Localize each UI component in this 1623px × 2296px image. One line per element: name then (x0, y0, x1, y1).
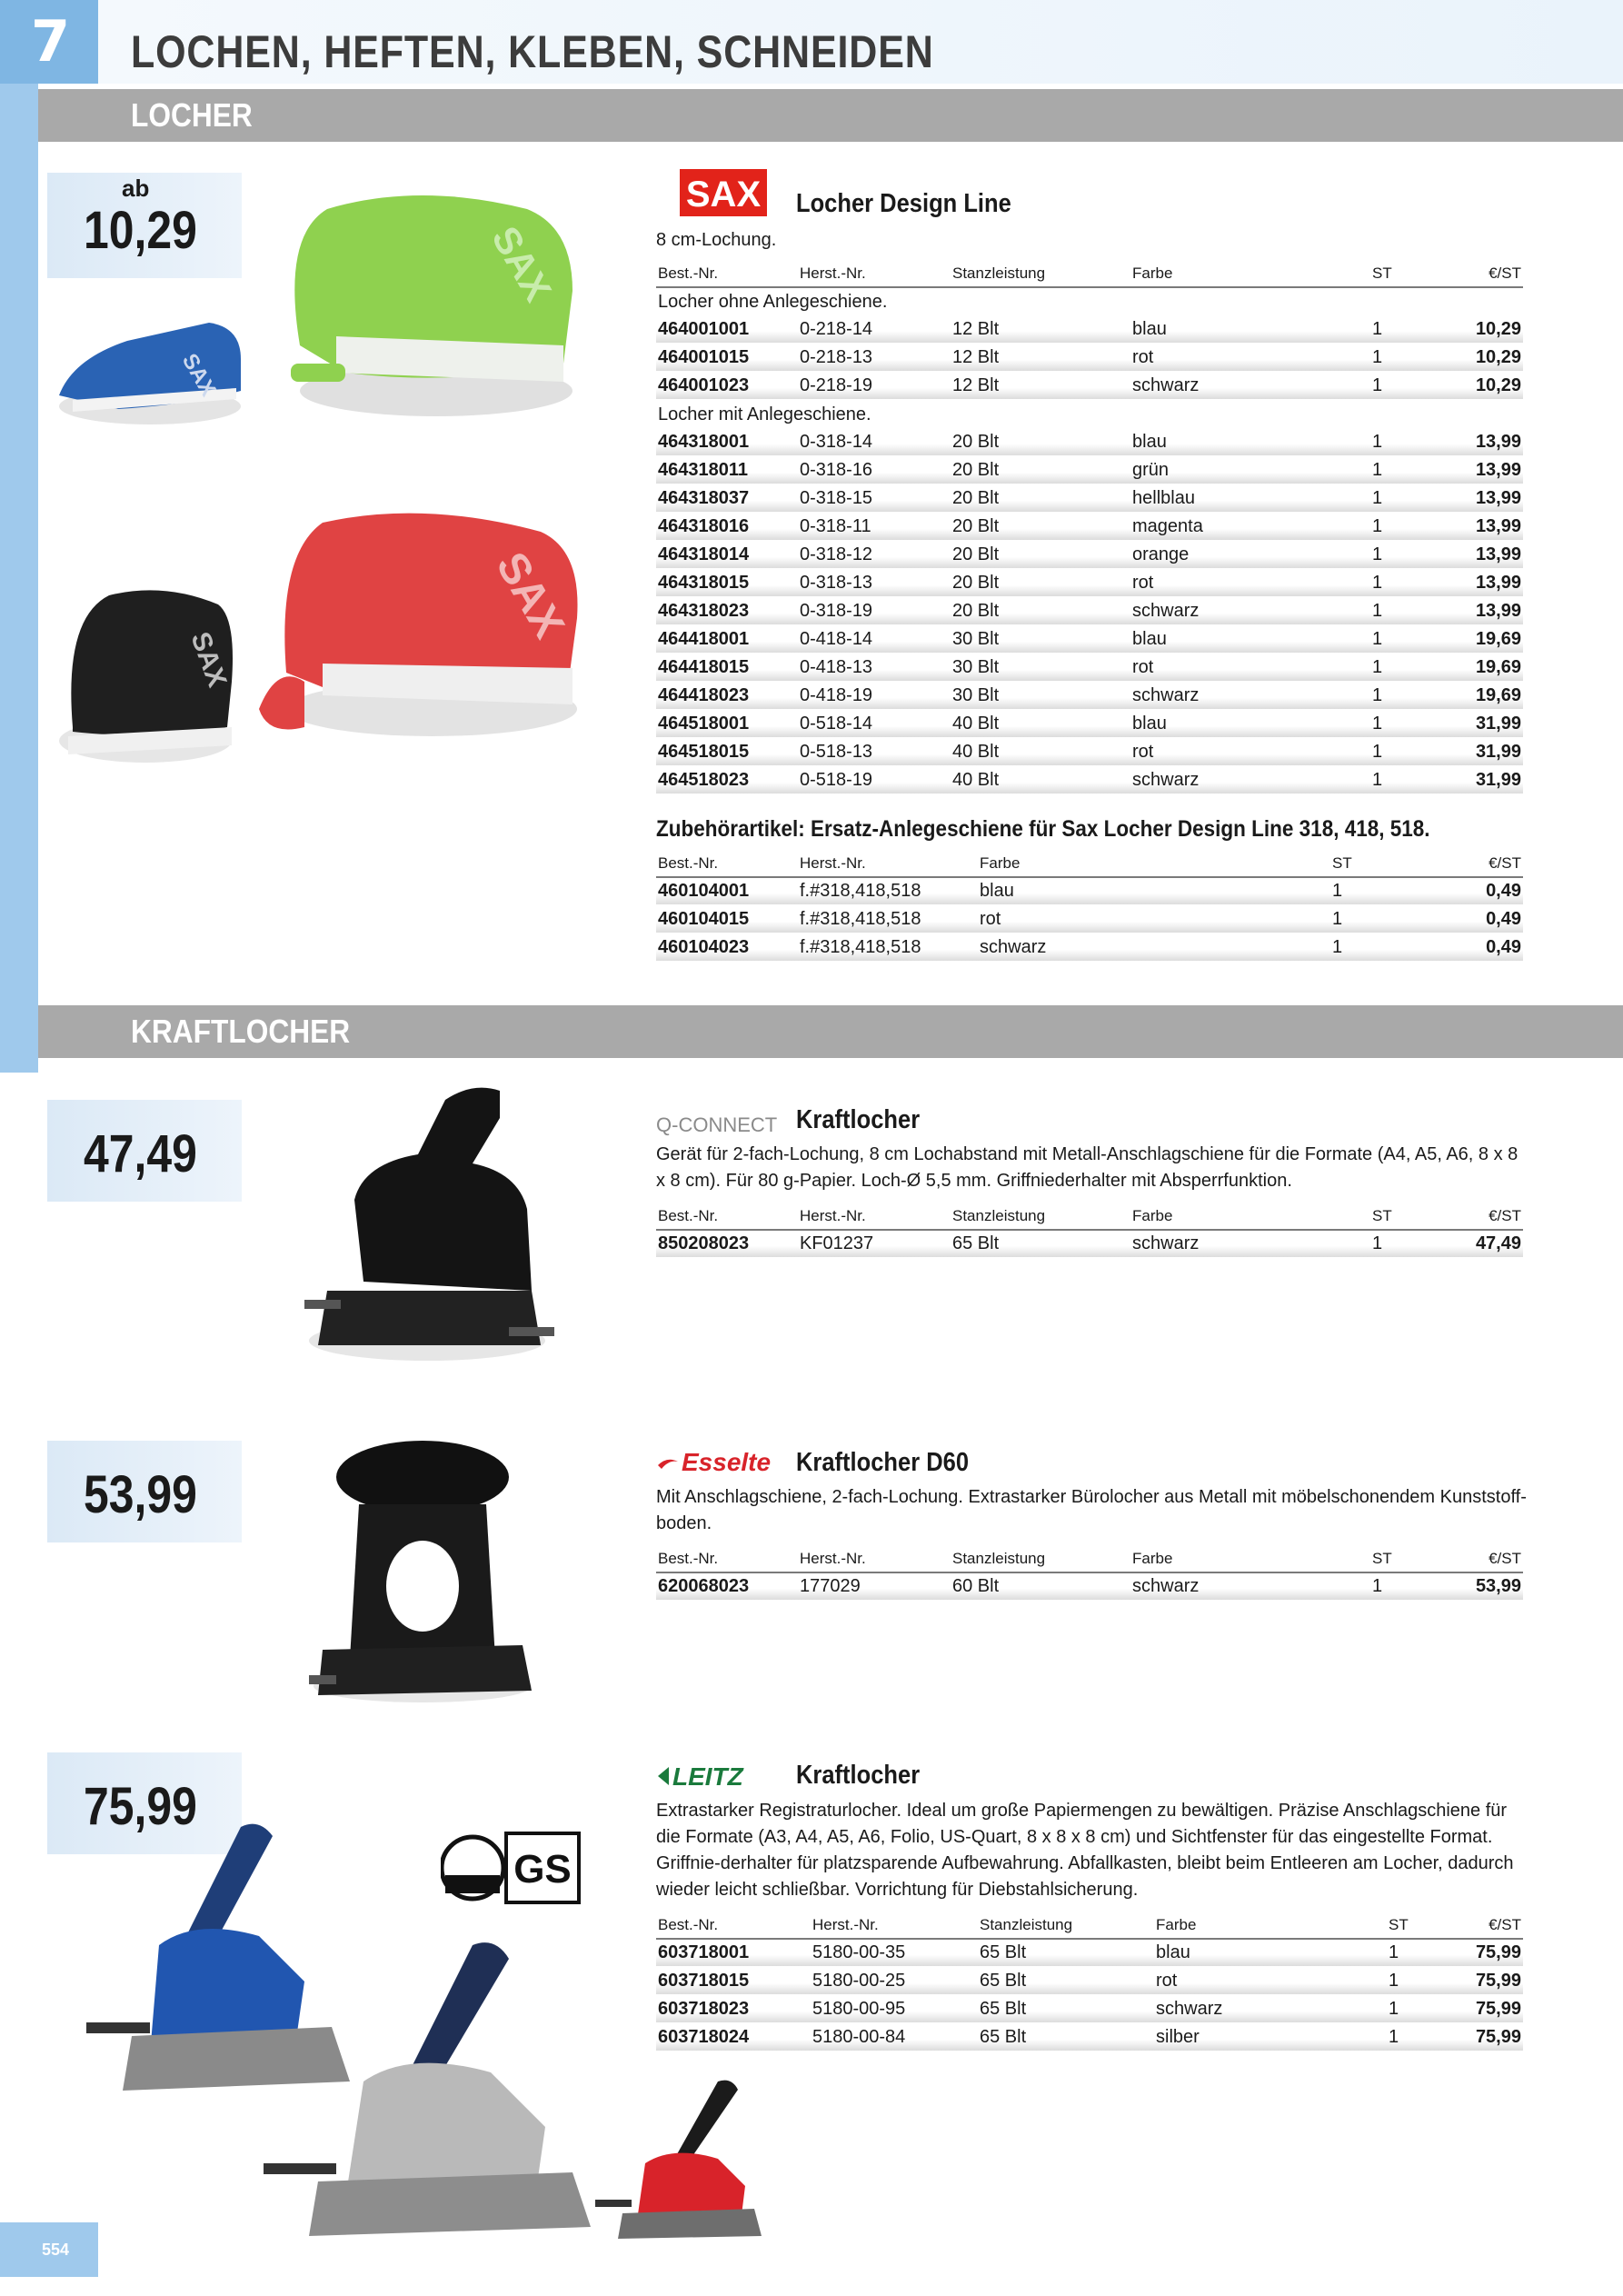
accessory-title: Zubehörartikel: Ersatz-Anlegeschiene für Sax Locher Design Line 318, 418, 518. (656, 816, 1430, 842)
table-cell: rot (978, 905, 1330, 933)
section-header-kraftlocher: KRAFTLOCHER (38, 1005, 1623, 1058)
table-cell: f.#318,418,518 (798, 877, 978, 905)
table-cell: f.#318,418,518 (798, 933, 978, 962)
order-number: 603718001 (656, 1939, 811, 1967)
table-cell: 1 (1330, 933, 1439, 962)
table-cell: 1 (1387, 2023, 1441, 2051)
product-description-qconnect: Gerät für 2-fach-Lochung, 8 cm Lochabstand mit Metall-Anschlagschiene für die Formate (A4, A5, A6, 8 x 8 x 8 cm). Für 80 g-Papier. Loch-Ø 5,5 mm. Griffniederhalter mit Absperrfunktion. (656, 1144, 1518, 1191)
section-header-locher: LOCHER (38, 89, 1623, 142)
table-cell: 1 (1330, 877, 1439, 905)
table-row (656, 1230, 1523, 1258)
svg-text:SAX: SAX (486, 544, 573, 646)
header-farbe: Farbe (1130, 1545, 1370, 1572)
table-cell: schwarz (1154, 1995, 1387, 2023)
table-cell: blau (1130, 710, 1370, 738)
table-cell: 0-318-15 (798, 484, 951, 513)
table-cell: 1 (1370, 456, 1432, 484)
unit-price: 10,29 (1432, 344, 1523, 372)
product-image-sax-blue (55, 304, 245, 432)
table-cell: 5180-00-25 (811, 1967, 978, 1995)
table-cell: schwarz (978, 933, 1330, 962)
table-cell: 1 (1330, 905, 1439, 933)
unit-price: 0,49 (1439, 905, 1523, 933)
table-cell: rot (1130, 738, 1370, 766)
unit-price: 19,69 (1432, 625, 1523, 654)
order-number: 603718024 (656, 2023, 811, 2051)
table-cell: rot (1154, 1967, 1387, 1995)
product-title-sax: Locher Design Line (796, 189, 1011, 218)
order-number: 464318011 (656, 456, 798, 484)
table-cell: KF01237 (798, 1230, 951, 1258)
chapter-sidebar (0, 0, 38, 1073)
table-cell: 0-318-16 (798, 456, 951, 484)
table-cell: 1 (1370, 1230, 1432, 1258)
header-farbe: Farbe (1154, 1912, 1387, 1939)
table-header (656, 1912, 1523, 1939)
table-cell: schwarz (1130, 1572, 1370, 1601)
unit-price: 31,99 (1432, 710, 1523, 738)
unit-price: 75,99 (1441, 1995, 1523, 2023)
header-price: €/ST (1432, 1203, 1523, 1230)
order-number: 464001023 (656, 372, 798, 400)
table-cell: 0-318-11 (798, 513, 951, 541)
svg-text:SAX: SAX (184, 628, 233, 692)
table-cell: 65 Blt (951, 1230, 1130, 1258)
header-best-nr: Best.-Nr. (656, 1203, 798, 1230)
table-cell: 20 Blt (951, 597, 1130, 625)
gs-logo-text: GS (513, 1847, 572, 1892)
table-cell: f.#318,418,518 (798, 905, 978, 933)
table-cell: 0-518-19 (798, 766, 951, 794)
price: 75,99 (84, 1777, 197, 1836)
table-cell: 0-318-19 (798, 597, 951, 625)
order-number: 464318014 (656, 541, 798, 569)
table-cell: schwarz (1130, 597, 1370, 625)
unit-price: 10,29 (1432, 315, 1523, 344)
table-row (656, 513, 1523, 541)
order-number: 464418023 (656, 682, 798, 710)
table-body (656, 287, 1523, 400)
header-st: ST (1370, 1203, 1432, 1230)
table-cell: 20 Blt (951, 428, 1130, 456)
unit-price: 0,49 (1439, 933, 1523, 962)
table-body (656, 1572, 1523, 1601)
table-cell: 0-418-19 (798, 682, 951, 710)
table-cell: 30 Blt (951, 682, 1130, 710)
header-herst-nr: Herst.-Nr. (798, 850, 978, 877)
unit-price: 53,99 (1432, 1572, 1523, 1601)
table-cell: 1 (1370, 625, 1432, 654)
unit-price: 75,99 (1441, 1967, 1523, 1995)
order-number: 464318023 (656, 597, 798, 625)
table-cell: 1 (1387, 1939, 1441, 1967)
unit-price: 10,29 (1432, 372, 1523, 400)
table-row (656, 710, 1523, 738)
unit-price: 0,49 (1439, 877, 1523, 905)
unit-price: 13,99 (1432, 569, 1523, 597)
table-cell: 40 Blt (951, 766, 1130, 794)
table-row (656, 1939, 1523, 1967)
table-cell: rot (1130, 569, 1370, 597)
qconnect-logo-text: Q-CONNECT (656, 1113, 778, 1136)
table-cell: 20 Blt (951, 484, 1130, 513)
table-row (656, 597, 1523, 625)
table-cell: 1 (1370, 315, 1432, 344)
table-header (656, 1545, 1523, 1572)
header-farbe: Farbe (1130, 260, 1370, 287)
price-card-sax (47, 173, 242, 278)
header-best-nr: Best.-Nr. (656, 1912, 811, 1939)
svg-text:SAX: SAX (483, 219, 561, 309)
table-row (656, 456, 1523, 484)
table-cell: 65 Blt (978, 2023, 1154, 2051)
table-cell: 12 Blt (951, 344, 1130, 372)
price: 10,29 (84, 201, 197, 260)
header-best-nr: Best.-Nr. (656, 260, 798, 287)
table-header (656, 260, 1523, 287)
unit-price: 19,69 (1432, 682, 1523, 710)
unit-price: 75,99 (1441, 2023, 1523, 2051)
table-cell: 20 Blt (951, 569, 1130, 597)
order-number: 460104001 (656, 877, 798, 905)
chapter-number: 7 (0, 0, 98, 84)
table-cell: 30 Blt (951, 625, 1130, 654)
table-cell: schwarz (1130, 1230, 1370, 1258)
table-cell: 1 (1370, 372, 1432, 400)
table-body (656, 877, 1523, 962)
unit-price: 47,49 (1432, 1230, 1523, 1258)
header-price: €/ST (1439, 850, 1523, 877)
table-cell: orange (1130, 541, 1370, 569)
table-cell: schwarz (1130, 682, 1370, 710)
brand-logo-leitz (656, 1762, 792, 1791)
table-cell: 65 Blt (978, 1939, 1154, 1967)
order-number: 464001015 (656, 344, 798, 372)
product-image-qconnect (291, 1082, 563, 1373)
header-st: ST (1370, 1545, 1432, 1572)
price: 47,49 (84, 1124, 197, 1183)
table-cell: 5180-00-35 (811, 1939, 978, 1967)
table-row (656, 428, 1523, 456)
table-cell: 1 (1370, 710, 1432, 738)
table-cell: 40 Blt (951, 710, 1130, 738)
table-cell: 1 (1370, 428, 1432, 456)
table-cell: 1 (1387, 1967, 1441, 1995)
table-cell: 0-518-13 (798, 738, 951, 766)
table-cell: 1 (1387, 1995, 1441, 2023)
product-table-accessory (656, 850, 1523, 963)
product-description-sax: 8 cm-Lochung. (656, 230, 777, 250)
product-table-leitz (656, 1912, 1523, 2052)
table-cell: 1 (1370, 541, 1432, 569)
header-stanzleistung: Stanzleistung (978, 1912, 1154, 1939)
table-cell: 20 Blt (951, 456, 1130, 484)
brand-logo-qconnect (656, 1113, 791, 1136)
table-cell: 5180-00-95 (811, 1995, 978, 2023)
product-title-qconnect: Kraftlocher (796, 1105, 921, 1134)
table-cell: 65 Blt (978, 1995, 1154, 2023)
table-cell: 0-318-14 (798, 428, 951, 456)
table-row (656, 541, 1523, 569)
product-image-leitz-silver (254, 1936, 600, 2236)
table-cell: 60 Blt (951, 1572, 1130, 1601)
header-price: €/ST (1432, 260, 1523, 287)
table-cell: 1 (1370, 513, 1432, 541)
table-cell: blau (1130, 315, 1370, 344)
table-cell: 1 (1370, 766, 1432, 794)
header-herst-nr: Herst.-Nr. (798, 1203, 951, 1230)
table-row (656, 1572, 1523, 1601)
table-cell: 1 (1370, 569, 1432, 597)
order-number: 464318016 (656, 513, 798, 541)
price-card-esselte (47, 1441, 242, 1542)
sax-logo-text: SAX (685, 175, 762, 215)
table-row (656, 933, 1523, 962)
table-cell: schwarz (1130, 372, 1370, 400)
table-cell: silber (1154, 2023, 1387, 2051)
order-number: 460104015 (656, 905, 798, 933)
table-cell: 0-418-14 (798, 625, 951, 654)
table-cell: 0-418-13 (798, 654, 951, 682)
header-best-nr: Best.-Nr. (656, 1545, 798, 1572)
table-row (656, 1967, 1523, 1995)
page-number: 554 (0, 2222, 98, 2277)
table-row (656, 569, 1523, 597)
table-row (656, 738, 1523, 766)
table-cell: magenta (1130, 513, 1370, 541)
leitz-logo-text: LEITZ (672, 1762, 743, 1791)
table-row (656, 344, 1523, 372)
header-herst-nr: Herst.-Nr. (798, 1545, 951, 1572)
svg-text:SAX: SAX (176, 349, 221, 401)
price-card-qconnect (47, 1100, 242, 1202)
table-cell: 1 (1370, 484, 1432, 513)
table-cell: 1 (1370, 682, 1432, 710)
table-cell: 0-218-13 (798, 344, 951, 372)
order-number: 464518023 (656, 766, 798, 794)
table-row (656, 654, 1523, 682)
table-cell: 0-518-14 (798, 710, 951, 738)
product-table-esselte (656, 1545, 1523, 1602)
order-number: 464318037 (656, 484, 798, 513)
product-title-esselte: Kraftlocher D60 (796, 1448, 970, 1477)
unit-price: 13,99 (1432, 513, 1523, 541)
order-number: 464518001 (656, 710, 798, 738)
order-number: 464418015 (656, 654, 798, 682)
table-cell: 12 Blt (951, 372, 1130, 400)
header-farbe: Farbe (978, 850, 1330, 877)
order-number: 464001001 (656, 315, 798, 344)
table-cell: 0-318-12 (798, 541, 951, 569)
order-number: 603718023 (656, 1995, 811, 2023)
header-price: €/ST (1441, 1912, 1523, 1939)
group-label: Locher mit Anlegeschiene. (656, 400, 1523, 428)
unit-price: 31,99 (1432, 738, 1523, 766)
brand-logo-sax (680, 169, 767, 216)
unit-price: 13,99 (1432, 484, 1523, 513)
table-cell: blau (978, 877, 1330, 905)
table-row (656, 1995, 1523, 2023)
header-stanzleistung: Stanzleistung (951, 260, 1130, 287)
table-cell: 20 Blt (951, 541, 1130, 569)
order-number: 460104023 (656, 933, 798, 962)
unit-price: 13,99 (1432, 597, 1523, 625)
table-row (656, 484, 1523, 513)
table-cell: blau (1130, 625, 1370, 654)
order-number: 850208023 (656, 1230, 798, 1258)
product-table-sax (656, 260, 1523, 795)
table-header (656, 850, 1523, 877)
table-cell: rot (1130, 654, 1370, 682)
table-cell: 1 (1370, 1572, 1432, 1601)
group-label: Locher ohne Anlegeschiene. (656, 287, 1523, 315)
table-cell: grün (1130, 456, 1370, 484)
table-cell: 0-218-19 (798, 372, 951, 400)
table-row (656, 766, 1523, 794)
table-cell: 1 (1370, 344, 1432, 372)
price: 53,99 (84, 1465, 197, 1524)
table-body (656, 1939, 1523, 2051)
table-cell: 1 (1370, 654, 1432, 682)
table-row (656, 877, 1523, 905)
table-cell: 0-218-14 (798, 315, 951, 344)
header-price: €/ST (1432, 1545, 1523, 1572)
product-image-sax-red (250, 500, 586, 745)
order-number: 464318015 (656, 569, 798, 597)
order-number: 464418001 (656, 625, 798, 654)
product-description-esselte: Mit Anschlagschiene, 2-fach-Lochung. Extrastarker Bürolocher aus Metall mit möbelschonendem Kunststoff-boden. (656, 1487, 1527, 1533)
table-cell: 65 Blt (978, 1967, 1154, 1995)
product-image-sax-black (55, 582, 236, 773)
esselte-logo-text: Esselte (682, 1448, 772, 1476)
product-description-leitz: Extrastarker Registraturlocher. Ideal um große Papiermengen zu bewältigen. Präzise Anschlagschiene für die Formate (A3, A4, A5, A6, Folio, US-Quart, 8 x 8 x 8 cm) und Sichtfenster für das eingestellte Format. Griffnie-derhalter für platzsparende Aufbewahrung. Abfallkasten, bleibt beim Entleeren am Locher, dadurch wieder leicht schließbar. Vorrichtung für Diebstahlsicherung. (656, 1801, 1514, 1900)
table-cell: 177029 (798, 1572, 951, 1601)
table-cell: 0-318-13 (798, 569, 951, 597)
table-cell: 1 (1370, 738, 1432, 766)
order-number: 464318001 (656, 428, 798, 456)
table-cell: blau (1130, 428, 1370, 456)
table-row (656, 315, 1523, 344)
order-number: 603718015 (656, 1967, 811, 1995)
product-image-esselte (304, 1432, 541, 1713)
unit-price: 13,99 (1432, 541, 1523, 569)
unit-price: 13,99 (1432, 428, 1523, 456)
table-group-label (656, 287, 1523, 315)
table-row (656, 372, 1523, 400)
price-prefix: ab (122, 175, 150, 202)
unit-price: 75,99 (1441, 1939, 1523, 1967)
table-cell: blau (1154, 1939, 1387, 1967)
table-group-label (656, 400, 1523, 428)
table-row (656, 2023, 1523, 2051)
product-table-qconnect (656, 1203, 1523, 1259)
order-number: 620068023 (656, 1572, 798, 1601)
header-st: ST (1330, 850, 1439, 877)
table-row (656, 625, 1523, 654)
table-header (656, 1203, 1523, 1230)
header-st: ST (1370, 260, 1432, 287)
table-cell: schwarz (1130, 766, 1370, 794)
header-best-nr: Best.-Nr. (656, 850, 798, 877)
product-title-leitz: Kraftlocher (796, 1761, 921, 1790)
table-cell: 12 Blt (951, 315, 1130, 344)
header-herst-nr: Herst.-Nr. (811, 1912, 978, 1939)
unit-price: 31,99 (1432, 766, 1523, 794)
header-stanzleistung: Stanzleistung (951, 1203, 1130, 1230)
product-image-sax-green (273, 182, 582, 427)
brand-logo-esselte (656, 1447, 792, 1478)
header-farbe: Farbe (1130, 1203, 1370, 1230)
header-herst-nr: Herst.-Nr. (798, 260, 951, 287)
table-cell: 30 Blt (951, 654, 1130, 682)
table-cell: rot (1130, 344, 1370, 372)
table-body (656, 400, 1523, 794)
table-body (656, 1230, 1523, 1258)
table-cell: 40 Blt (951, 738, 1130, 766)
table-cell: 5180-00-84 (811, 2023, 978, 2051)
table-cell: 1 (1370, 597, 1432, 625)
page-title: LOCHEN, HEFTEN, KLEBEN, SCHNEIDEN (131, 26, 934, 77)
header-st: ST (1387, 1912, 1441, 1939)
unit-price: 13,99 (1432, 456, 1523, 484)
unit-price: 19,69 (1432, 654, 1523, 682)
table-cell: 20 Blt (951, 513, 1130, 541)
table-cell: hellblau (1130, 484, 1370, 513)
certification-logo (441, 1822, 586, 1913)
order-number: 464518015 (656, 738, 798, 766)
header-stanzleistung: Stanzleistung (951, 1545, 1130, 1572)
product-image-leitz-red (591, 2077, 763, 2241)
table-row (656, 905, 1523, 933)
table-row (656, 682, 1523, 710)
